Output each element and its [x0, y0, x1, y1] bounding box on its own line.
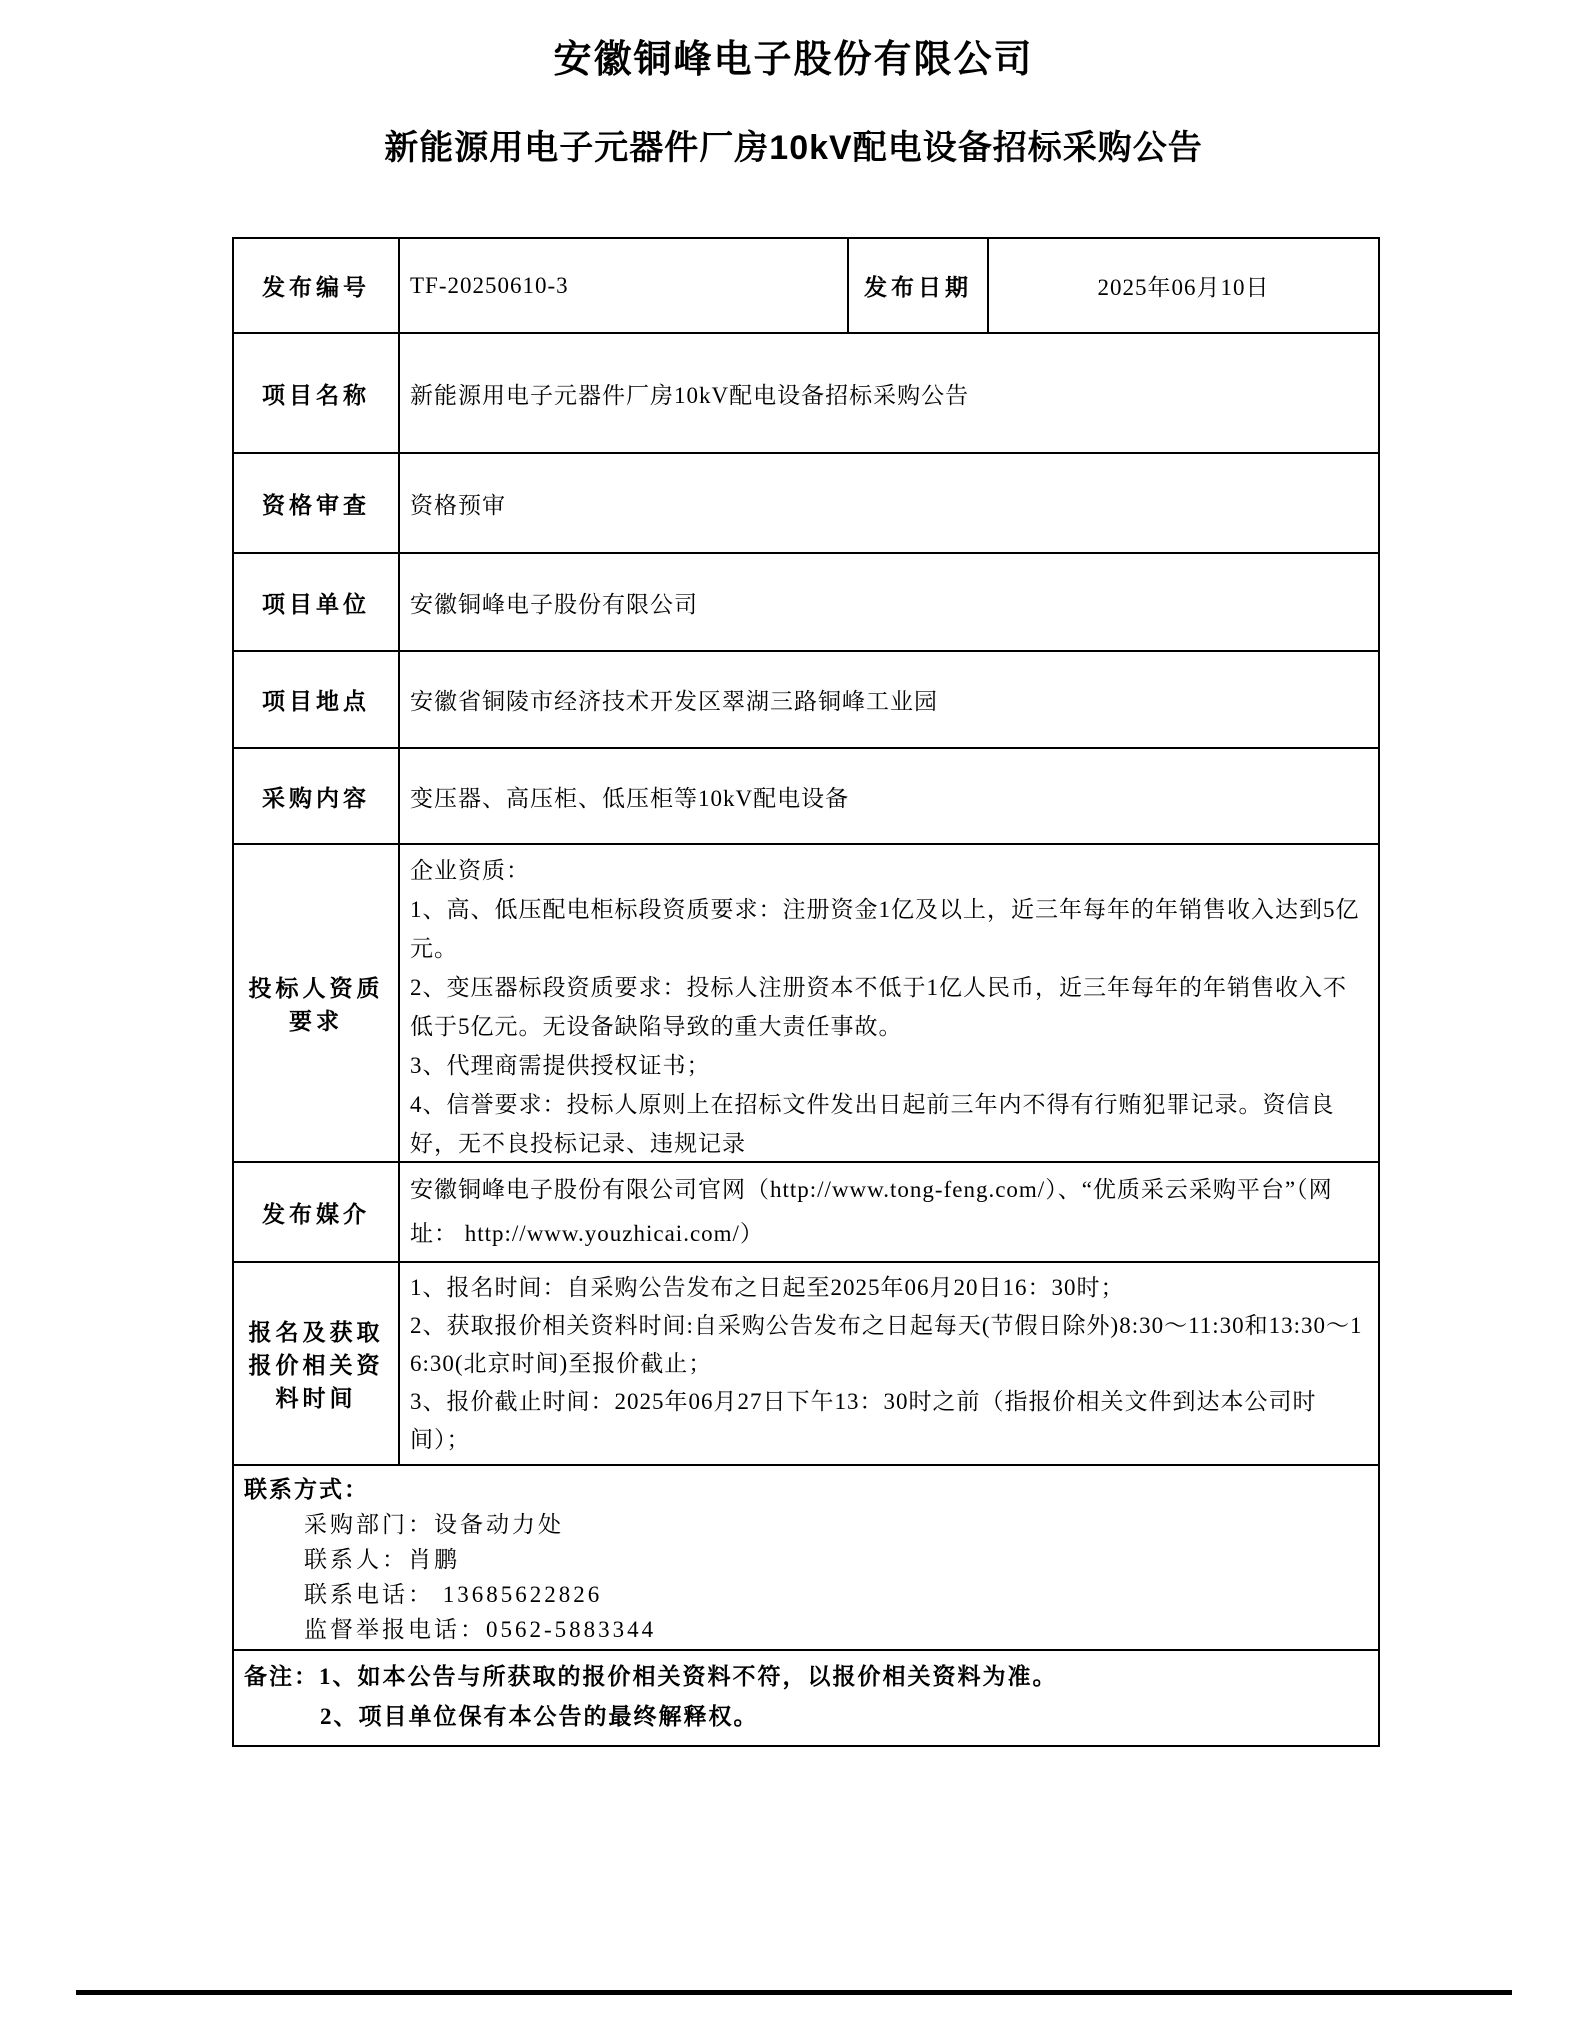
label-text: 投标人资质 [248, 976, 384, 1001]
row-qualification-review [234, 452, 1378, 552]
contact-heading: 联系方式： [244, 1477, 369, 1502]
row-procurement-content [234, 747, 1378, 843]
schedule-item: 3、报价截止时间：2025年06月27日下午13：30时之前（指报价相关文件到达本公司时间）； [410, 1389, 1317, 1452]
procurement-content-label [234, 749, 398, 843]
supervision-phone: 监督举报电话：0562-5883344 [304, 1617, 657, 1642]
project-unit-label [234, 554, 398, 650]
label-text: 项目单位 [262, 591, 370, 617]
remark-item-2: 2、项目单位保有本公告的最终解释权。 [320, 1704, 759, 1729]
label-text: 项目名称 [262, 382, 370, 408]
label-text: 项目地点 [262, 689, 370, 714]
label-text: 发布编号 [262, 275, 370, 300]
publish-date-label [847, 239, 987, 332]
project-name-value: 新能源用电子元器件厂房10kV配电设备招标采购公告 [398, 334, 1378, 452]
remarks-cell [234, 1651, 1378, 1745]
label-text: 资格审查 [262, 492, 370, 518]
contact-department: 采购部门：设备动力处 [304, 1512, 564, 1537]
qualification-item: 企业资质： [410, 858, 530, 883]
announcement-table [232, 237, 1380, 1747]
qualification-item: 4、信誉要求：投标人原则上在招标文件发出日起前三年内不得有行贿犯罪记录。资信良好，无不良投标记录、违规记录 [410, 1092, 1335, 1156]
label-text: 发布媒介 [262, 1201, 370, 1227]
contact-person: 联系人：肖鹏 [304, 1547, 460, 1572]
row-project-name [234, 332, 1378, 452]
publish-date-value: 2025年06月10日 [987, 239, 1378, 332]
row-publication-media [234, 1161, 1378, 1261]
remark-item-1: 备注：1、如本公告与所获取的报价相关资料不符，以报价相关资料为准。 [244, 1664, 1058, 1689]
publish-number-label [234, 239, 398, 332]
project-location-label [234, 652, 398, 747]
bidder-qualification-label [234, 845, 398, 1161]
row-project-unit [234, 552, 1378, 650]
announcement-title: 新能源用电子元器件厂房10kV配电设备招标采购公告 [384, 129, 1203, 167]
publish-number-value: TF-20250610-3 [398, 239, 847, 332]
row-bidder-qualification [234, 843, 1378, 1161]
publication-media-label [234, 1163, 398, 1261]
media-text: 安徽铜峰电子股份有限公司官网（http://www.tong-feng.com/）、“优质采云采购平台”（网址： http://www.youzhicai.com/） [410, 1177, 1333, 1246]
project-location-value: 安徽省铜陵市经济技术开发区翠湖三路铜峰工业园 [398, 652, 1378, 747]
label-text: 料时间 [275, 1386, 357, 1411]
row-project-location [234, 650, 1378, 747]
schedule-item: 2、获取报价相关资料时间:自采购公告发布之日起每天(节假日除外)8:30～11:30和13:30～16:30(北京时间)至报价截止； [410, 1313, 1363, 1376]
row-remarks [234, 1649, 1378, 1745]
qualification-item: 1、高、低压配电柜标段资质要求：注册资金1亿及以上，近三年每年的年销售收入达到5亿元。 [410, 897, 1360, 961]
company-title: 安徽铜峰电子股份有限公司 [553, 39, 1034, 81]
project-unit-value: 安徽铜峰电子股份有限公司 [398, 554, 1378, 650]
label-text: 报名及获取 [248, 1320, 384, 1345]
procurement-content-value: 变压器、高压柜、低压柜等10kV配电设备 [398, 749, 1378, 843]
footer-divider [76, 1990, 1512, 1995]
schedule-item: 1、报名时间：自采购公告发布之日起至2025年06月20日16：30时； [410, 1275, 1125, 1300]
publication-media-value [398, 1163, 1378, 1261]
project-name-label [234, 334, 398, 452]
schedule-label [234, 1263, 398, 1464]
row-schedule [234, 1261, 1378, 1464]
schedule-value [398, 1263, 1378, 1464]
contact-cell [234, 1466, 1378, 1649]
qualification-review-label [234, 454, 398, 552]
qualification-item: 2、变压器标段资质要求：投标人注册资本不低于1亿人民币，近三年每年的年销售收入不低于5亿元。无设备缺陷导致的重大责任事故。 [410, 975, 1347, 1039]
row-publish [234, 239, 1378, 332]
contact-phone: 联系电话： 13685622826 [304, 1582, 603, 1607]
label-text: 要求 [289, 1009, 343, 1034]
row-contact [234, 1464, 1378, 1649]
label-text: 发布日期 [864, 275, 972, 300]
label-text: 报价相关资 [248, 1353, 384, 1378]
bidder-qualification-value [398, 845, 1378, 1161]
label-text: 采购内容 [262, 785, 370, 811]
qualification-item: 3、代理商需提供授权证书； [410, 1053, 711, 1078]
qualification-review-value: 资格预审 [398, 454, 1378, 552]
